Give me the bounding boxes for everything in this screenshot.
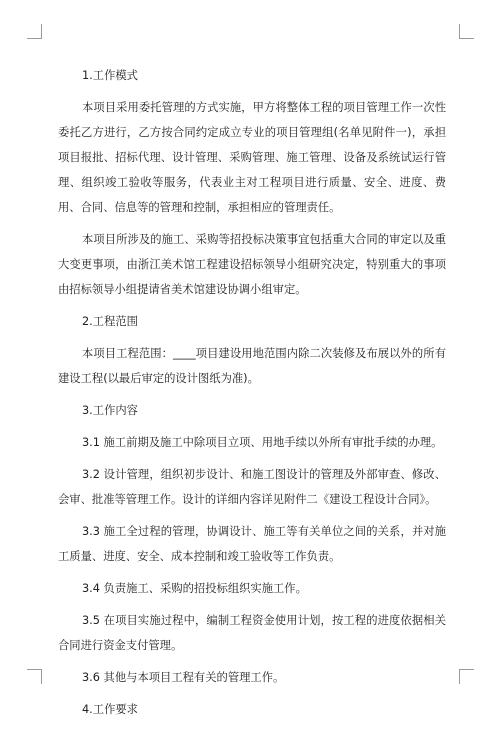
paragraph-entrusted-management: 本项目采用委托管理的方式实施，甲方将整体工程的项目管理工作一次性委托乙方进行，乙方按合同约定成立专业的项目管理组(名单见附件一)，承担项目报批、招标代理、设计管理、采购管理、施工管理、设备及系统试运行管理、组织竣工验收等服务，代表业主对工程项目进行质量、安全、进度、费用、合同、信息等的管理和控制，承担相应的管理责任。 — [58, 101, 446, 214]
heading-work-requirements: 4.工作要求 — [82, 703, 138, 716]
item-3-3: 3.3 施工全过程的管理，协调设计、施工等有关单位之间的关系，并对施工质量、进度、安全、成本控制和竣工验收等工作负责。 — [58, 525, 446, 563]
heading-work-mode: 1.工作模式 — [82, 69, 138, 82]
document-body — [58, 63, 446, 729]
crop-mark-top-right — [459, 24, 474, 39]
item-3-4: 3.4 负责施工、采购的招投标组织实施工作。 — [82, 582, 307, 595]
crop-mark-bottom-left — [27, 669, 42, 684]
heading-project-scope: 2.工程范围 — [82, 315, 138, 328]
item-3-5: 3.5 在项目实施过程中，编制工程资金使用计划，按工程的进度依据相关合同进行资金支付管理。 — [58, 614, 446, 652]
crop-mark-top-left — [27, 24, 42, 39]
heading-work-content: 3.工作内容 — [82, 404, 138, 417]
paragraph-bidding-decisions: 本项目所涉及的施工、采购等招投标决策事宜包括重大合同的审定以及重大变更事项，由浙江美术馆工程建设招标领导小组研究决定，特别重大的事项由招标领导小组提请省美术馆建设协调小组审定。 — [58, 233, 446, 296]
item-3-1: 3.1 施工前期及施工中除项目立项、用地手续以外所有审批手续的办理。 — [82, 436, 443, 449]
item-3-6: 3.6 其他与本项目工程有关的管理工作。 — [82, 671, 285, 684]
item-3-2: 3.2 设计管理，组织初步设计、和施工图设计的管理及外部审查、修改、会审、批准等管理工作。设计的详细内容详见附件二《建设工程设计合同》。 — [58, 468, 446, 506]
crop-mark-bottom-right — [459, 669, 474, 684]
paragraph-project-scope: 本项目工程范围：____项目建设用地范围内除二次装修及布展以外的所有建设工程(以最后审定的设计图纸为准)。 — [58, 347, 446, 385]
